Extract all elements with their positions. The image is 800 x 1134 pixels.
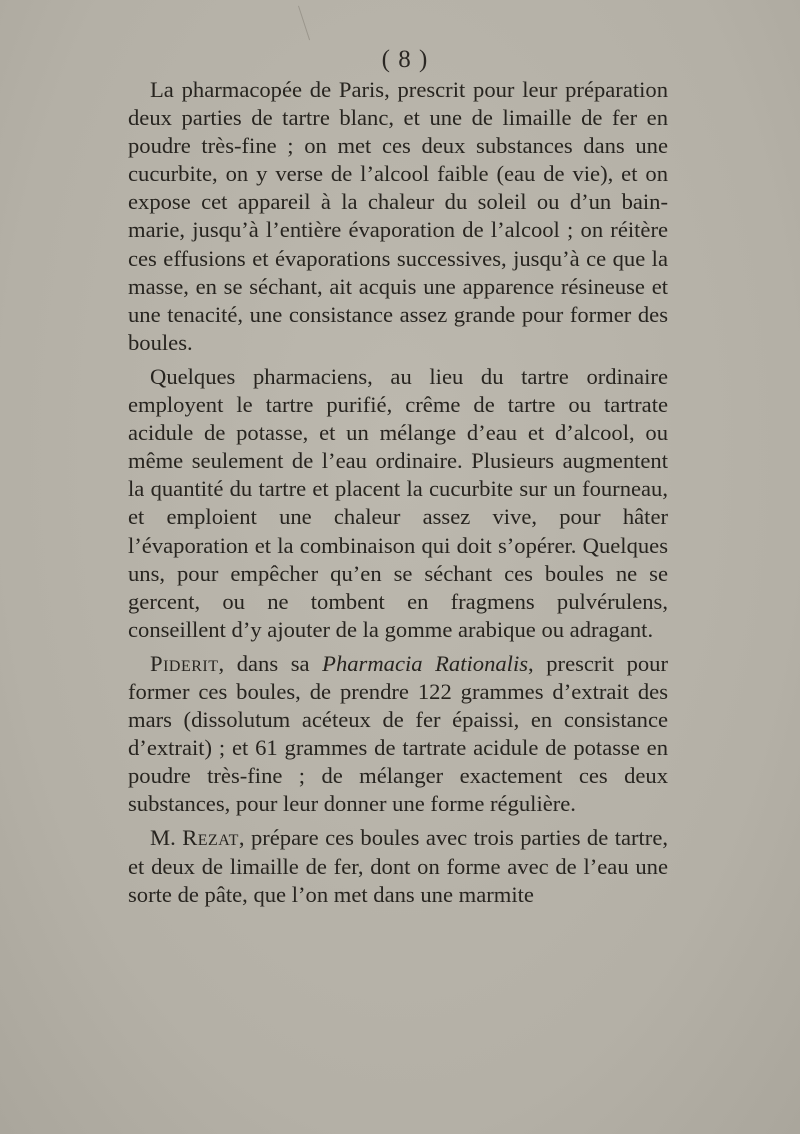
paragraph-1-text: La pharmacopée de Paris, prescrit pour leur préparation deux parties de tartre blanc, et une de limaille de fer en poudre très-fine ; on met ces deux substances dans une cucurbite, on y verse de l’alcool faible (eau de vie), et on expose cet appareil à la chaleur du soleil ou d’un bain-marie, jusqu’à l’entière évaporation de l’alcool ; on réitère ces effusions et évaporations successives, jusqu’à ce que la masse, en se séchant, ait acquis une apparence résineuse et une tenacité, une consistance assez grande pour former des boules.: [128, 77, 668, 355]
body-text: [128, 76, 668, 909]
paragraph-4-prefix: M.: [150, 825, 183, 851]
binding-mark: [298, 6, 310, 41]
author-name-piderit: Piderit: [150, 650, 219, 676]
paragraph-4: [128, 824, 668, 908]
book-title: Pharmacia Rationalis: [322, 650, 529, 676]
paragraph-2: [128, 363, 668, 644]
paragraph-2-text: Quelques pharmaciens, au lieu du tartre ordinaire employent le tartre purifié, crême de tartre ou tartrate acidule de potasse, et un mélange d’eau et d’alcool, ou même seulement de l’eau ordinaire. Plusieurs augmentent la quantité du tartre et placent la cucurbite sur un fourneau, et emploient une chaleur assez vive, pour hâter l’évaporation et la combinaison qui doit s’opérer. Quelques uns, pour empêcher qu’en se séchant ces boules ne se gercent, ou ne tombent en fragmens pulvérulens, conseillent d’y ajouter de la gomme arabique ou adragant.: [128, 363, 668, 642]
paragraph-3-text: , prescrit pour former ces boules, de prendre 122 grammes d’extrait des mars (dissolutum acéteux de fer épaissi, en consistance d’extrait) ; et 61 grammes de tartrate acidule de potasse en poudre très-fine ; de mélanger exactement ces deux substances, pour leur donner une forme régulière.: [128, 650, 668, 817]
page-number: ( 8 ): [381, 46, 429, 73]
paragraph-3: [128, 650, 668, 819]
author-name-rezat: Rezat: [182, 825, 239, 851]
paragraph-3-pre: , dans sa: [218, 650, 323, 676]
paragraph-1: [128, 76, 668, 357]
paragraph-4-text: , prépare ces boules avec trois parties de tartre, et deux de limaille de fer, dont on forme avec de l’eau une sorte de pâte, que l’on met dans une marmite: [128, 825, 668, 907]
